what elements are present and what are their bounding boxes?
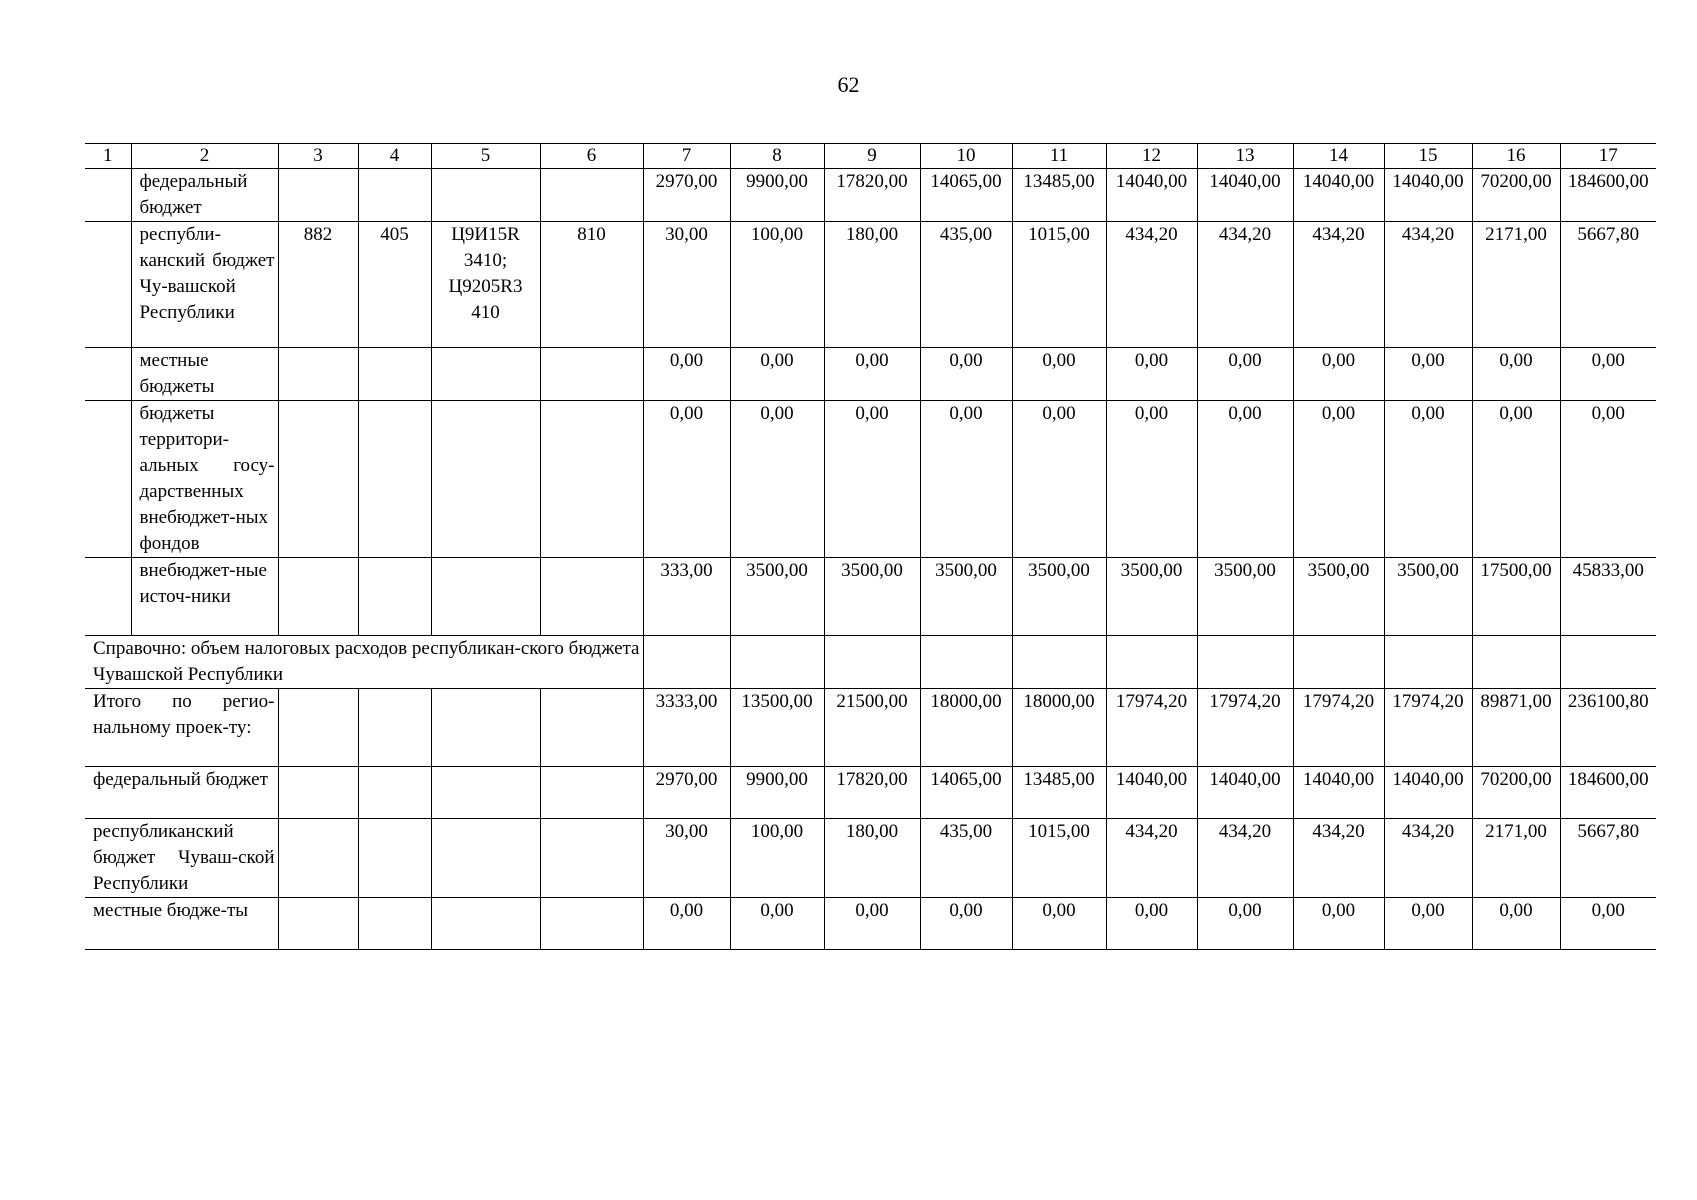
value-cell: 0,00: [643, 898, 730, 950]
value-cell: 0,00: [643, 348, 730, 401]
code-cell: [540, 169, 643, 222]
value-cell: 14040,00: [1293, 169, 1384, 222]
value-cell: 17820,00: [824, 169, 920, 222]
empty-cell: [85, 169, 131, 222]
column-header: 17: [1560, 144, 1656, 169]
empty-cell: [85, 401, 131, 558]
value-cell: 18000,00: [920, 689, 1012, 767]
row-label: федеральный бюджет: [85, 767, 278, 819]
row-label: республиканский бюджет Чуваш-ской Республики: [85, 819, 278, 898]
table-row: [85, 767, 1656, 819]
value-cell: 13485,00: [1012, 169, 1106, 222]
value-cell: 0,00: [1106, 348, 1197, 401]
value-cell: 17974,20: [1197, 689, 1293, 767]
value-cell: 18000,00: [1012, 689, 1106, 767]
code-cell: [540, 348, 643, 401]
value-cell: 3500,00: [730, 558, 824, 636]
value-cell: 2171,00: [1472, 819, 1560, 898]
value-cell: 0,00: [920, 348, 1012, 401]
row-label: Итого по регио-нальному проек-ту:: [85, 689, 278, 767]
empty-cell: [1384, 636, 1472, 689]
reference-label: Справочно: объем налоговых расходов республикан-ского бюджета Чувашской Республики: [85, 636, 643, 689]
empty-cell: [1197, 636, 1293, 689]
value-cell: 3500,00: [824, 558, 920, 636]
value-cell: 14040,00: [1293, 767, 1384, 819]
value-cell: 434,20: [1197, 222, 1293, 348]
value-cell: 184600,00: [1560, 169, 1656, 222]
value-cell: 0,00: [1293, 898, 1384, 950]
code-cell: Ц9И15R 3410; Ц9205R3 410: [431, 222, 540, 348]
value-cell: 1015,00: [1012, 819, 1106, 898]
table-row: [85, 401, 1656, 558]
column-header: 7: [643, 144, 730, 169]
value-cell: 5667,80: [1560, 819, 1656, 898]
value-cell: 14040,00: [1197, 169, 1293, 222]
row-label: федеральный бюджет: [131, 169, 278, 222]
code-cell: [358, 558, 431, 636]
empty-cell: [358, 689, 431, 767]
value-cell: 14040,00: [1384, 169, 1472, 222]
value-cell: 0,00: [824, 348, 920, 401]
value-cell: 0,00: [920, 401, 1012, 558]
empty-cell: [1293, 636, 1384, 689]
value-cell: 180,00: [824, 222, 920, 348]
value-cell: 13485,00: [1012, 767, 1106, 819]
value-cell: 1015,00: [1012, 222, 1106, 348]
value-cell: 30,00: [643, 819, 730, 898]
reference-row: [85, 636, 1656, 689]
value-cell: 435,00: [920, 819, 1012, 898]
column-header: 15: [1384, 144, 1472, 169]
column-header: 4: [358, 144, 431, 169]
column-number-row: [85, 144, 1656, 169]
empty-cell: [1472, 636, 1560, 689]
empty-cell: [1560, 636, 1656, 689]
column-header: 3: [278, 144, 358, 169]
column-header: 14: [1293, 144, 1384, 169]
row-label: местные бюджеты: [131, 348, 278, 401]
value-cell: 14065,00: [920, 169, 1012, 222]
code-cell: [278, 169, 358, 222]
empty-cell: [824, 636, 920, 689]
value-cell: 17974,20: [1384, 689, 1472, 767]
column-header: 11: [1012, 144, 1106, 169]
value-cell: 70200,00: [1472, 767, 1560, 819]
value-cell: 9900,00: [730, 169, 824, 222]
table-row: [85, 819, 1656, 898]
value-cell: 3500,00: [1197, 558, 1293, 636]
code-cell: [358, 348, 431, 401]
empty-cell: [540, 898, 643, 950]
value-cell: 17974,20: [1293, 689, 1384, 767]
value-cell: 180,00: [824, 819, 920, 898]
empty-cell: [730, 636, 824, 689]
code-cell: 810: [540, 222, 643, 348]
value-cell: 434,20: [1384, 819, 1472, 898]
value-cell: 0,00: [824, 898, 920, 950]
empty-cell: [643, 636, 730, 689]
column-header: 16: [1472, 144, 1560, 169]
value-cell: 0,00: [1472, 898, 1560, 950]
value-cell: 0,00: [1560, 348, 1656, 401]
empty-cell: [358, 898, 431, 950]
value-cell: 14040,00: [1384, 767, 1472, 819]
code-cell: [431, 401, 540, 558]
table-row: [85, 558, 1656, 636]
value-cell: 0,00: [1560, 401, 1656, 558]
value-cell: 13500,00: [730, 689, 824, 767]
value-cell: 30,00: [643, 222, 730, 348]
value-cell: 0,00: [824, 401, 920, 558]
empty-cell: [85, 348, 131, 401]
row-label: местные бюдже-ты: [85, 898, 278, 950]
value-cell: 0,00: [643, 401, 730, 558]
code-cell: [278, 558, 358, 636]
empty-cell: [278, 819, 358, 898]
value-cell: 3500,00: [920, 558, 1012, 636]
value-cell: 0,00: [730, 401, 824, 558]
empty-cell: [278, 689, 358, 767]
row-label: бюджеты территори-альных госу-дарственных внебюджет-ных фондов: [131, 401, 278, 558]
value-cell: 0,00: [1197, 898, 1293, 950]
value-cell: 236100,80: [1560, 689, 1656, 767]
budget-table: [85, 143, 1656, 950]
value-cell: 2970,00: [643, 169, 730, 222]
row-label: внебюджет-ные источ-ники: [131, 558, 278, 636]
value-cell: 434,20: [1197, 819, 1293, 898]
code-cell: [431, 348, 540, 401]
value-cell: 0,00: [1472, 401, 1560, 558]
value-cell: 0,00: [1197, 401, 1293, 558]
value-cell: 0,00: [1472, 348, 1560, 401]
value-cell: 100,00: [730, 819, 824, 898]
empty-cell: [1106, 636, 1197, 689]
value-cell: 3500,00: [1106, 558, 1197, 636]
empty-cell: [85, 558, 131, 636]
value-cell: 3500,00: [1384, 558, 1472, 636]
value-cell: 0,00: [1293, 348, 1384, 401]
value-cell: 0,00: [730, 898, 824, 950]
empty-cell: [1012, 636, 1106, 689]
value-cell: 5667,80: [1560, 222, 1656, 348]
value-cell: 14040,00: [1106, 169, 1197, 222]
column-header: 13: [1197, 144, 1293, 169]
value-cell: 0,00: [1560, 898, 1656, 950]
empty-cell: [431, 767, 540, 819]
value-cell: 0,00: [1384, 898, 1472, 950]
table-row: [85, 169, 1656, 222]
code-cell: 882: [278, 222, 358, 348]
empty-cell: [358, 767, 431, 819]
value-cell: 0,00: [1384, 348, 1472, 401]
value-cell: 0,00: [1106, 898, 1197, 950]
value-cell: 434,20: [1293, 819, 1384, 898]
value-cell: 0,00: [1384, 401, 1472, 558]
value-cell: 435,00: [920, 222, 1012, 348]
value-cell: 434,20: [1106, 222, 1197, 348]
code-cell: [358, 169, 431, 222]
code-cell: [431, 169, 540, 222]
value-cell: 333,00: [643, 558, 730, 636]
table-row: [85, 898, 1656, 950]
value-cell: 3333,00: [643, 689, 730, 767]
value-cell: 9900,00: [730, 767, 824, 819]
value-cell: 0,00: [1012, 401, 1106, 558]
column-header: 8: [730, 144, 824, 169]
column-header: 5: [431, 144, 540, 169]
code-cell: 405: [358, 222, 431, 348]
table-row: [85, 222, 1656, 348]
empty-cell: [358, 819, 431, 898]
value-cell: 0,00: [1012, 898, 1106, 950]
value-cell: 17974,20: [1106, 689, 1197, 767]
empty-cell: [431, 898, 540, 950]
value-cell: 0,00: [920, 898, 1012, 950]
row-label: республи-канский бюджет Чу-вашской Республики: [131, 222, 278, 348]
value-cell: 89871,00: [1472, 689, 1560, 767]
value-cell: 45833,00: [1560, 558, 1656, 636]
column-header: 6: [540, 144, 643, 169]
table-row: [85, 689, 1656, 767]
empty-cell: [278, 898, 358, 950]
empty-cell: [85, 222, 131, 348]
code-cell: [540, 558, 643, 636]
value-cell: 434,20: [1384, 222, 1472, 348]
code-cell: [431, 558, 540, 636]
value-cell: 0,00: [1012, 348, 1106, 401]
value-cell: 14065,00: [920, 767, 1012, 819]
column-header: 10: [920, 144, 1012, 169]
empty-cell: [540, 689, 643, 767]
value-cell: 0,00: [1293, 401, 1384, 558]
empty-cell: [540, 819, 643, 898]
column-header: 2: [131, 144, 278, 169]
code-cell: [278, 401, 358, 558]
column-header: 1: [85, 144, 131, 169]
value-cell: 70200,00: [1472, 169, 1560, 222]
column-header: 12: [1106, 144, 1197, 169]
empty-cell: [431, 819, 540, 898]
column-header: 9: [824, 144, 920, 169]
value-cell: 14040,00: [1106, 767, 1197, 819]
value-cell: 0,00: [1197, 348, 1293, 401]
value-cell: 3500,00: [1012, 558, 1106, 636]
empty-cell: [920, 636, 1012, 689]
value-cell: 17500,00: [1472, 558, 1560, 636]
table-row: [85, 348, 1656, 401]
value-cell: 2171,00: [1472, 222, 1560, 348]
value-cell: 2970,00: [643, 767, 730, 819]
value-cell: 14040,00: [1197, 767, 1293, 819]
value-cell: 0,00: [1106, 401, 1197, 558]
code-cell: [278, 348, 358, 401]
code-cell: [540, 401, 643, 558]
code-cell: [358, 401, 431, 558]
value-cell: 434,20: [1106, 819, 1197, 898]
value-cell: 100,00: [730, 222, 824, 348]
empty-cell: [278, 767, 358, 819]
value-cell: 17820,00: [824, 767, 920, 819]
value-cell: 184600,00: [1560, 767, 1656, 819]
value-cell: 21500,00: [824, 689, 920, 767]
value-cell: 3500,00: [1293, 558, 1384, 636]
value-cell: 434,20: [1293, 222, 1384, 348]
empty-cell: [540, 767, 643, 819]
value-cell: 0,00: [730, 348, 824, 401]
empty-cell: [431, 689, 540, 767]
page-number: 62: [837, 72, 860, 97]
